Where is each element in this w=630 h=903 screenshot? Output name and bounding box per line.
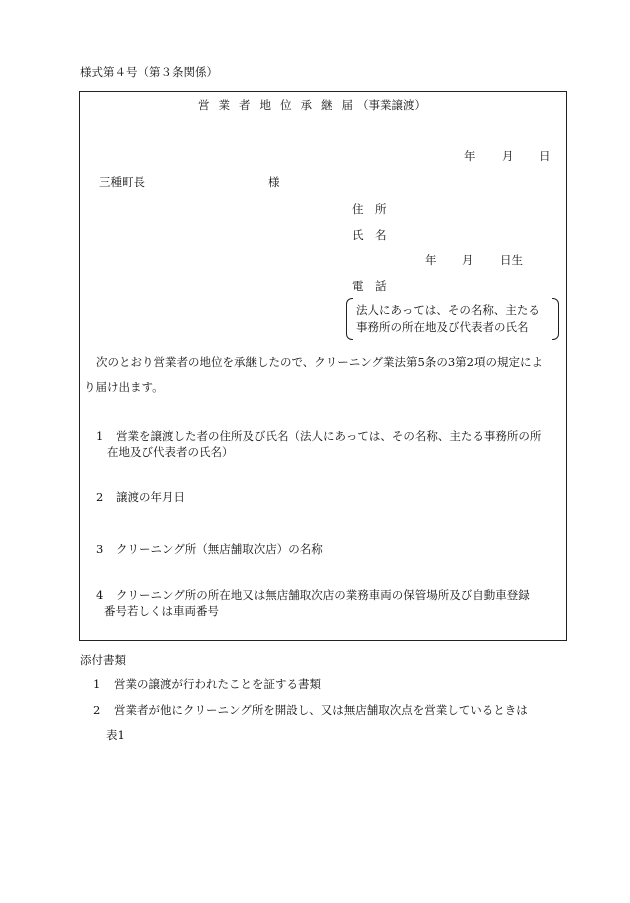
statement-line2: り届け出ます。 [84, 380, 164, 394]
birth-day-label: 日生 [500, 253, 523, 267]
date-year-label: 年 [464, 149, 476, 163]
item-3-text: クリーニング所（無店舗取次店）の名称 [116, 542, 323, 556]
form-title-suffix: （事業譲渡） [357, 98, 426, 112]
note-bracket-right [552, 298, 559, 340]
statement-line1: 次のとおり営業者の地位を承継したので、クリーニング業法第5条の3第2項の規定によ [96, 355, 543, 369]
item-1-number: 1 [96, 429, 104, 443]
item-1-text-cont: 在地及び代表者の氏名） [107, 445, 234, 459]
address-label: 住 所 [352, 202, 387, 216]
item-3-number: 3 [96, 542, 104, 556]
birth-month-label: 月 [462, 253, 474, 267]
addressee: 三種町長 [99, 175, 145, 189]
form-title: 営業者地位承継届 [198, 98, 362, 112]
honorific: 様 [268, 175, 280, 189]
item-4-text-cont: 番号若しくは車両番号 [104, 604, 219, 618]
item-2-text: 譲渡の年月日 [116, 490, 185, 504]
birth-year-label: 年 [425, 253, 437, 267]
corp-note-line2: 事務所の所在地及び代表者の氏名 [356, 320, 529, 334]
item-4-number: 4 [96, 588, 104, 602]
item-1-text: 営業を譲渡した者の住所及び氏名（法人にあっては、その名称、主たる事務所の所 [116, 429, 542, 443]
item-4-text: クリーニング所の所在地又は無店舗取次店の業務車両の保管場所及び自動車登録 [116, 588, 530, 602]
date-month-label: 月 [502, 149, 514, 163]
attachment-2-text: 営業者が他にクリーニング所を開設し、又は無店舗取次点を営業しているときは [114, 703, 528, 717]
attachment-2-number: 2 [93, 703, 101, 717]
phone-label: 電 話 [352, 279, 387, 293]
note-bracket-left [346, 298, 353, 340]
attachment-2-text-cont: 表1 [106, 728, 125, 742]
form-label: 様式第４号（第３条関係） [80, 65, 218, 79]
attachment-1-text: 営業の譲渡が行われたことを証する書類 [114, 677, 321, 691]
attachments-heading: 添付書類 [80, 653, 126, 667]
name-label: 氏 名 [352, 228, 387, 242]
date-day-label: 日 [539, 149, 551, 163]
corp-note-line1: 法人にあっては、その名称、主たる [356, 303, 540, 317]
attachment-1-number: 1 [93, 677, 101, 691]
item-2-number: 2 [96, 490, 104, 504]
